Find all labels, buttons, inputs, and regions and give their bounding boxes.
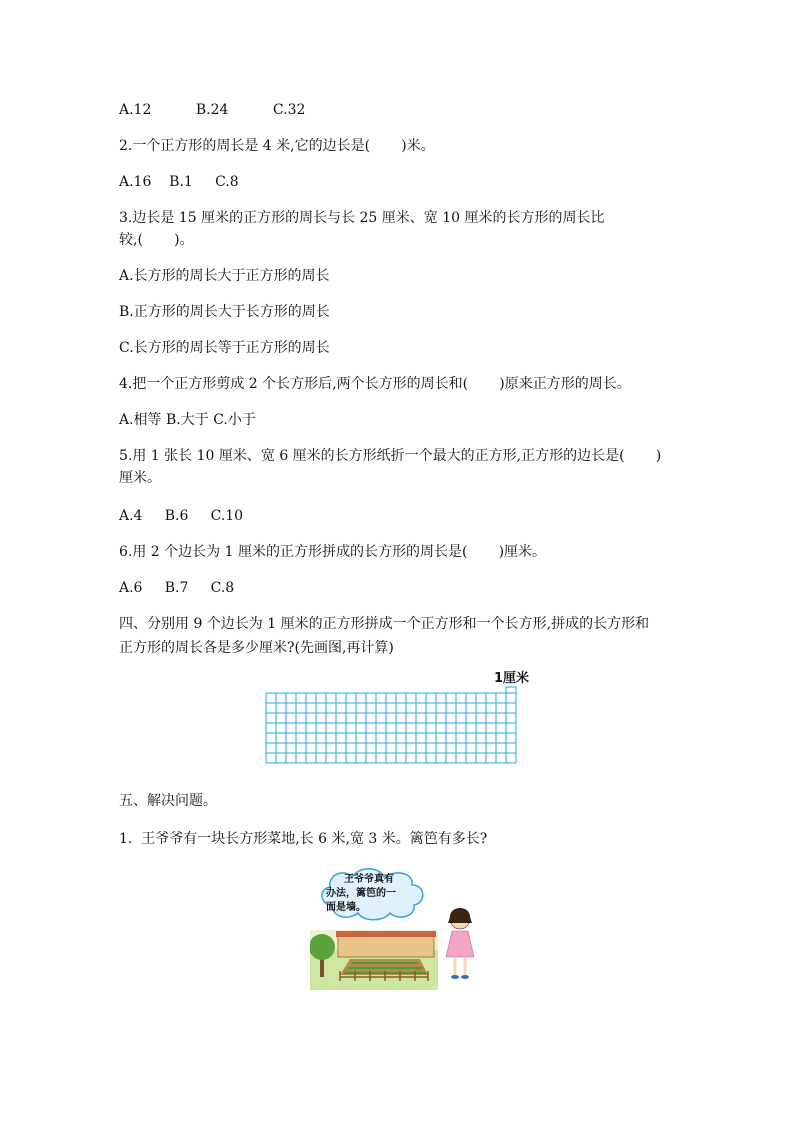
garden-illustration — [310, 865, 490, 999]
q-choice-line: A.12 B.24 C.32 — [119, 102, 306, 118]
speech-text — [326, 873, 418, 915]
q5-choices: A.4 B.6 C.10 — [119, 508, 244, 524]
girl-shoe-left — [451, 975, 459, 979]
question-3: 3.边长是 15 厘米的正方形的周长与长 25 厘米、宽 10 厘米的长方形的周长比 — [119, 210, 605, 226]
question-6: 6.用 2 个边长为 1 厘米的正方形拼成的长方形的周长是( )厘米。 — [119, 544, 547, 560]
question-2: 2.一个正方形的周长是 4 米,它的边长是( )米。 — [119, 138, 435, 154]
question-4: 4.把一个正方形剪成 2 个长方形后,两个长方形的周长和( )原来正方形的周长。 — [119, 376, 631, 392]
q3-choice-b: B.正方形的周长大于长方形的周长 — [119, 304, 330, 320]
girl-hair — [448, 908, 472, 923]
section-5-question-1: 1. 王爷爷有一块长方形菜地,长 6 米,宽 3 米。篱笆有多长? — [119, 831, 488, 847]
speech-line-3: 面是墙。 — [326, 902, 366, 913]
girl-shoe-right — [461, 975, 469, 979]
square-grid — [265, 692, 525, 778]
q6-choices: A.6 B.7 C.8 — [119, 580, 235, 596]
wall-roof — [336, 931, 436, 937]
section-5-heading: 五、解决问题。 — [119, 793, 217, 809]
wall — [338, 935, 434, 957]
speech-line-2: 办法，篱笆的一 — [326, 888, 396, 899]
q3-choice-c: C.长方形的周长等于正方形的周长 — [119, 340, 330, 356]
question-5-cont: 厘米。 — [119, 470, 161, 486]
question-3-cont: 较,( )。 — [119, 232, 194, 248]
grid-unit-label: 1厘米 — [494, 671, 530, 686]
girl-dress — [446, 931, 474, 957]
q3-choice-a: A.长方形的周长大于正方形的周长 — [119, 268, 330, 284]
q2-choices: A.16 B.1 C.8 — [119, 174, 239, 190]
speech-line-1: 王爷爷真有 — [344, 874, 394, 885]
unit-bracket — [506, 687, 516, 693]
grid-svg — [265, 692, 525, 774]
question-5: 5.用 1 张长 10 厘米、宽 6 厘米的长方形纸折一个最大的正方形,正方形的边长是( ) — [119, 448, 662, 464]
tree-crown — [310, 934, 335, 960]
section-4-question: 四、分别用 9 个边长为 1 厘米的正方形拼成一个正方形和一个长方形,拼成的长方形和 — [119, 616, 650, 632]
section-4-question-cont: 正方形的周长各是多少厘米?(先画图,再计算) — [119, 640, 394, 656]
q4-choices: A.相等 B.大于 C.小于 — [119, 412, 256, 428]
